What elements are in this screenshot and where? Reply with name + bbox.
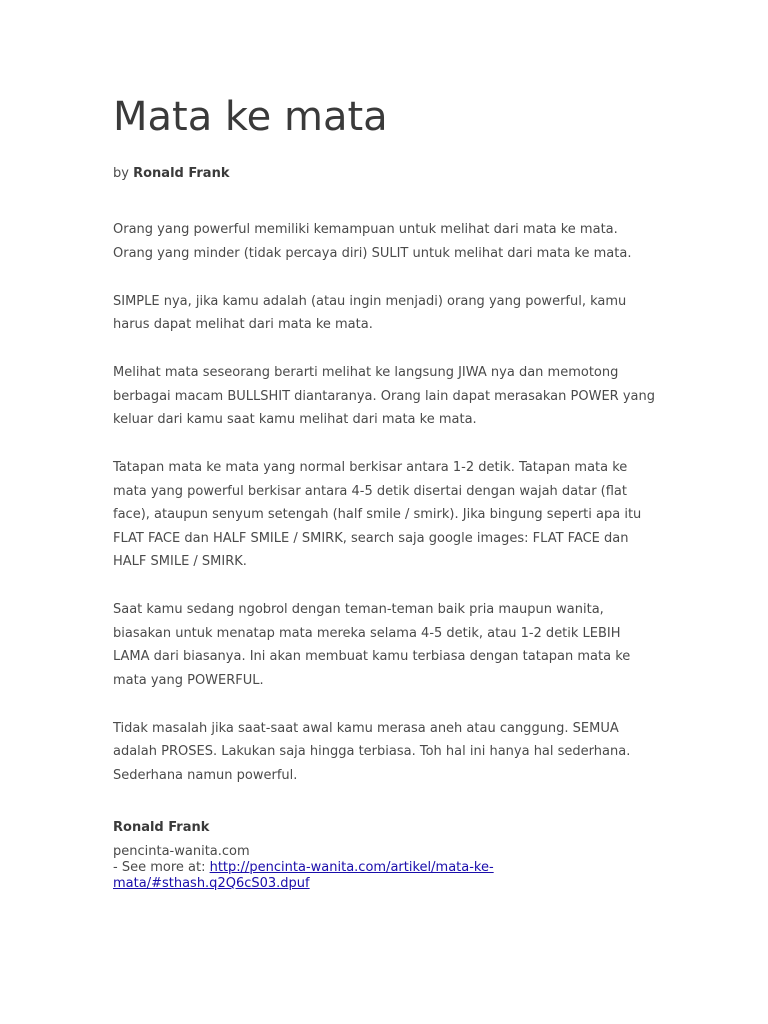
source-link[interactable]: http://pencinta-wanita.com/artikel/mata-ke-mata/#sthash.q2Q6cS03.dpuf	[113, 860, 494, 891]
paragraph-1: Orang yang powerful memiliki kemampuan untuk melihat dari mata ke mata. Orang yang minder (tidak percaya diri) SULIT untuk melihat dari mata ke mata.	[113, 222, 632, 261]
source-block	[113, 844, 658, 892]
paragraph-6: Tidak masalah jika saat-saat awal kamu merasa aneh atau canggung. SEMUA adalah PROSES. Lakukan saja hingga terbiasa. Toh hal ini hanya hal sederhana. Sederhana namun powerful.	[113, 720, 631, 783]
article-title: Mata ke mata	[113, 94, 388, 140]
paragraph-2: SIMPLE nya, jika kamu adalah (atau ingin menjadi) orang yang powerful, kamu harus dapat melihat dari mata ke mata.	[113, 293, 627, 332]
byline	[113, 165, 229, 183]
signature-author: Ronald Frank	[113, 820, 210, 835]
paragraph-5: Saat kamu sedang ngobrol dengan teman-teman baik pria maupun wanita, biasakan untuk menatap mata mereka selama 4-5 detik, atau 1-2 detik LEBIH LAMA dari biasanya. Ini akan membuat kamu terbiasa dengan tatapan mata ke mata yang POWERFUL.	[113, 602, 631, 688]
see-more-line	[113, 860, 658, 892]
byline-prefix: by	[113, 166, 129, 181]
byline-author: Ronald Frank	[133, 166, 230, 181]
source-site: pencinta-wanita.com	[113, 844, 250, 859]
article-body	[113, 218, 658, 812]
see-more-prefix: - See more at:	[113, 860, 210, 875]
paragraph-3: Melihat mata seseorang berarti melihat ke langsung JIWA nya dan memotong berbagai macam BULLSHIT diantaranya. Orang lain dapat merasakan POWER yang keluar dari kamu saat kamu melihat dari mata ke mata.	[113, 365, 655, 427]
paragraph-4: Tatapan mata ke mata yang normal berkisar antara 1-2 detik. Tatapan mata ke mata yang powerful berkisar antara 4-5 detik disertai dengan wajah datar (flat face), ataupun senyum setengah (half smile / smirk). Jika bingung seperti apa itu FLAT FACE dan HALF SMILE / SMIRK, search saja google images: FLAT FACE dan HALF SMILE / SMIRK.	[113, 460, 642, 569]
